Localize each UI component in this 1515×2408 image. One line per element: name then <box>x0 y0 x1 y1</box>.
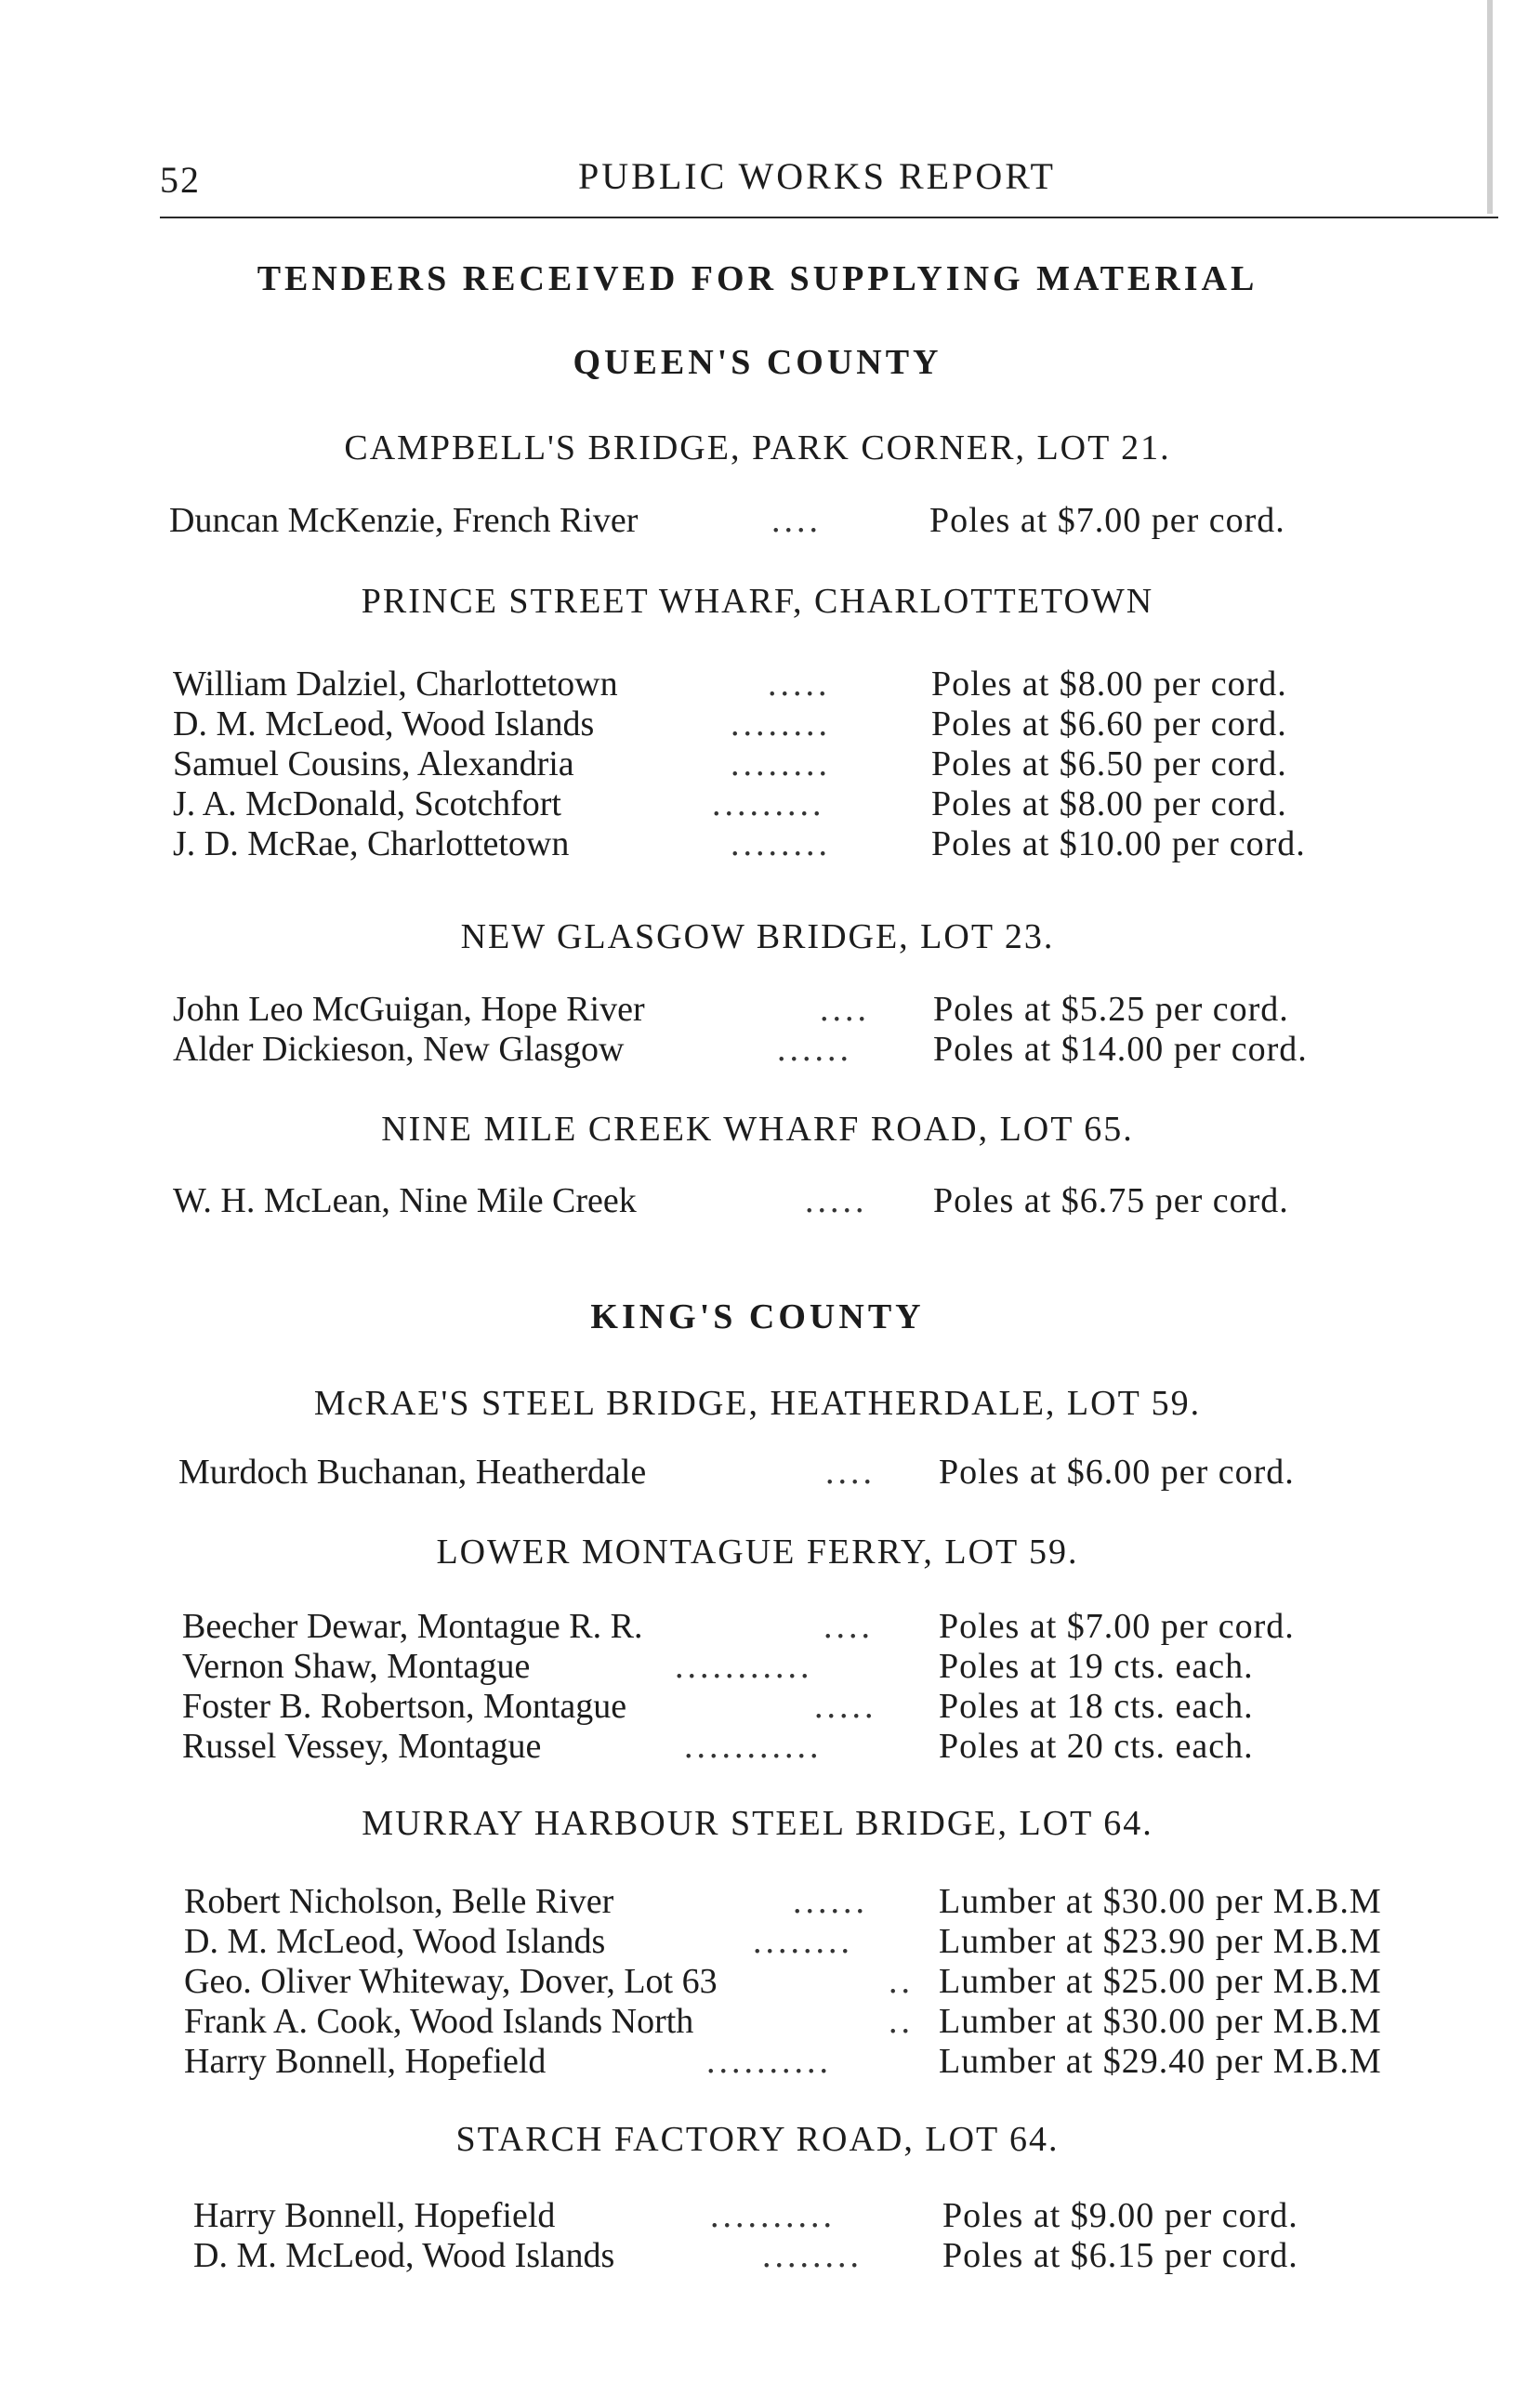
leader-dots: ..... <box>805 1181 868 1220</box>
tenderer-name: D. M. McLeod, Wood Islands <box>184 1922 606 1961</box>
tender-offer: Lumber at $30.00 per M.B.M <box>939 1882 1382 1921</box>
tenderer-name: Vernon Shaw, Montague <box>182 1647 531 1686</box>
tender-offer: Poles at $10.00 per cord. <box>931 824 1306 863</box>
tender-offer: Poles at $6.50 per cord. <box>931 744 1287 783</box>
running-header <box>160 149 1498 204</box>
tender-offer: Poles at $14.00 per cord. <box>933 1030 1308 1069</box>
leader-dots: ........... <box>675 1647 813 1686</box>
project-heading: McRAE'S STEEL BRIDGE, HEATHERDALE, LOT 59. <box>313 1384 1202 1423</box>
tender-offer: Poles at 20 cts. each. <box>939 1727 1254 1766</box>
leader-dots: ........ <box>762 2236 863 2275</box>
leader-dots: ........ <box>731 704 831 743</box>
page-number: 52 <box>160 159 201 201</box>
leader-dots: .... <box>820 990 870 1029</box>
project-heading: NEW GLASGOW BRIDGE, LOT 23. <box>460 917 1055 956</box>
tenderer-name: Beecher Dewar, Montague R. R. <box>182 1607 643 1646</box>
tenderer-name: Frank A. Cook, Wood Islands North <box>184 2002 694 2041</box>
leader-dots: ..... <box>814 1687 877 1726</box>
tenderer-name: Russel Vessey, Montague <box>182 1727 542 1766</box>
tender-offer: Lumber at $23.90 per M.B.M <box>939 1922 1382 1961</box>
tender-offer: Poles at $8.00 per cord. <box>931 665 1287 704</box>
tender-offer: Poles at $6.60 per cord. <box>931 704 1287 743</box>
tender-offer: Lumber at $29.40 per M.B.M <box>939 2042 1382 2081</box>
tenderer-name: Foster B. Robertson, Montague <box>182 1687 627 1726</box>
leader-dots: .......... <box>706 2042 832 2081</box>
tenderer-name: Duncan McKenzie, French River <box>169 501 639 540</box>
tender-offer: Poles at $6.15 per cord. <box>942 2236 1298 2275</box>
tender-offer: Poles at 19 cts. each. <box>939 1647 1254 1686</box>
leader-dots: .. <box>889 1962 914 2001</box>
county-heading-kings: KING'S COUNTY <box>590 1297 925 1336</box>
leader-dots: ........... <box>684 1727 823 1766</box>
leader-dots: .......... <box>710 2196 836 2235</box>
main-heading: TENDERS RECEIVED FOR SUPPLYING MATERIAL <box>257 259 1258 298</box>
report-title: PUBLIC WORKS REPORT <box>578 155 1056 197</box>
tender-offer: Lumber at $30.00 per M.B.M <box>939 2002 1382 2041</box>
project-heading: PRINCE STREET WHARF, CHARLOTTETOWN <box>361 582 1154 621</box>
tenderer-name: Harry Bonnell, Hopefield <box>184 2042 547 2081</box>
tenderer-name: Geo. Oliver Whiteway, Dover, Lot 63 <box>184 1962 718 2001</box>
leader-dots: ......... <box>712 784 825 823</box>
tenderer-name: Murdoch Buchanan, Heatherdale <box>178 1453 647 1492</box>
tenderer-name: W. H. McLean, Nine Mile Creek <box>173 1181 637 1220</box>
tenderer-name: Alder Dickieson, New Glasgow <box>173 1030 625 1069</box>
tenderer-name: Robert Nicholson, Belle River <box>184 1882 614 1921</box>
leader-dots: ........ <box>753 1922 853 1961</box>
project-heading: CAMPBELL'S BRIDGE, PARK CORNER, LOT 21. <box>344 428 1171 467</box>
project-heading: STARCH FACTORY ROAD, LOT 64. <box>455 2120 1060 2159</box>
project-heading: MURRAY HARBOUR STEEL BRIDGE, LOT 64. <box>362 1804 1153 1843</box>
leader-dots: ..... <box>768 665 831 704</box>
header-rule <box>160 217 1498 218</box>
leader-dots: ...... <box>777 1030 852 1069</box>
tender-offer: Poles at $6.00 per cord. <box>939 1453 1295 1492</box>
tenderer-name: John Leo McGuigan, Hope River <box>173 990 645 1029</box>
tender-offer: Lumber at $25.00 per M.B.M <box>939 1962 1382 2001</box>
tender-offer: Poles at 18 cts. each. <box>939 1687 1254 1726</box>
tenderer-name: D. M. McLeod, Wood Islands <box>193 2236 615 2275</box>
leader-dots: .... <box>825 1453 876 1492</box>
tenderer-name: J. A. McDonald, Scotchfort <box>173 784 561 823</box>
county-heading-queens: QUEEN'S COUNTY <box>573 343 942 382</box>
leader-dots: .... <box>823 1607 874 1646</box>
tender-offer: Poles at $7.00 per cord. <box>929 501 1285 540</box>
tenderer-name: William Dalziel, Charlottetown <box>173 665 618 704</box>
leader-dots: ........ <box>731 824 831 863</box>
tenderer-name: Harry Bonnell, Hopefield <box>193 2196 556 2235</box>
tender-offer: Poles at $9.00 per cord. <box>942 2196 1298 2235</box>
leader-dots: .. <box>889 2002 914 2041</box>
tenderer-name: J. D. McRae, Charlottetown <box>173 824 570 863</box>
tenderer-name: D. M. McLeod, Wood Islands <box>173 704 595 743</box>
tenderer-name: Samuel Cousins, Alexandria <box>173 744 574 783</box>
leader-dots: ........ <box>731 744 831 783</box>
tender-offer: Poles at $7.00 per cord. <box>939 1607 1295 1646</box>
leader-dots: ...... <box>793 1882 868 1921</box>
tender-offer: Poles at $8.00 per cord. <box>931 784 1287 823</box>
tender-offer: Poles at $5.25 per cord. <box>933 990 1289 1029</box>
project-heading: LOWER MONTAGUE FERRY, LOT 59. <box>436 1533 1079 1572</box>
tender-offer: Poles at $6.75 per cord. <box>933 1181 1289 1220</box>
leader-dots: .... <box>771 501 822 540</box>
project-heading: NINE MILE CREEK WHARF ROAD, LOT 65. <box>381 1110 1134 1149</box>
